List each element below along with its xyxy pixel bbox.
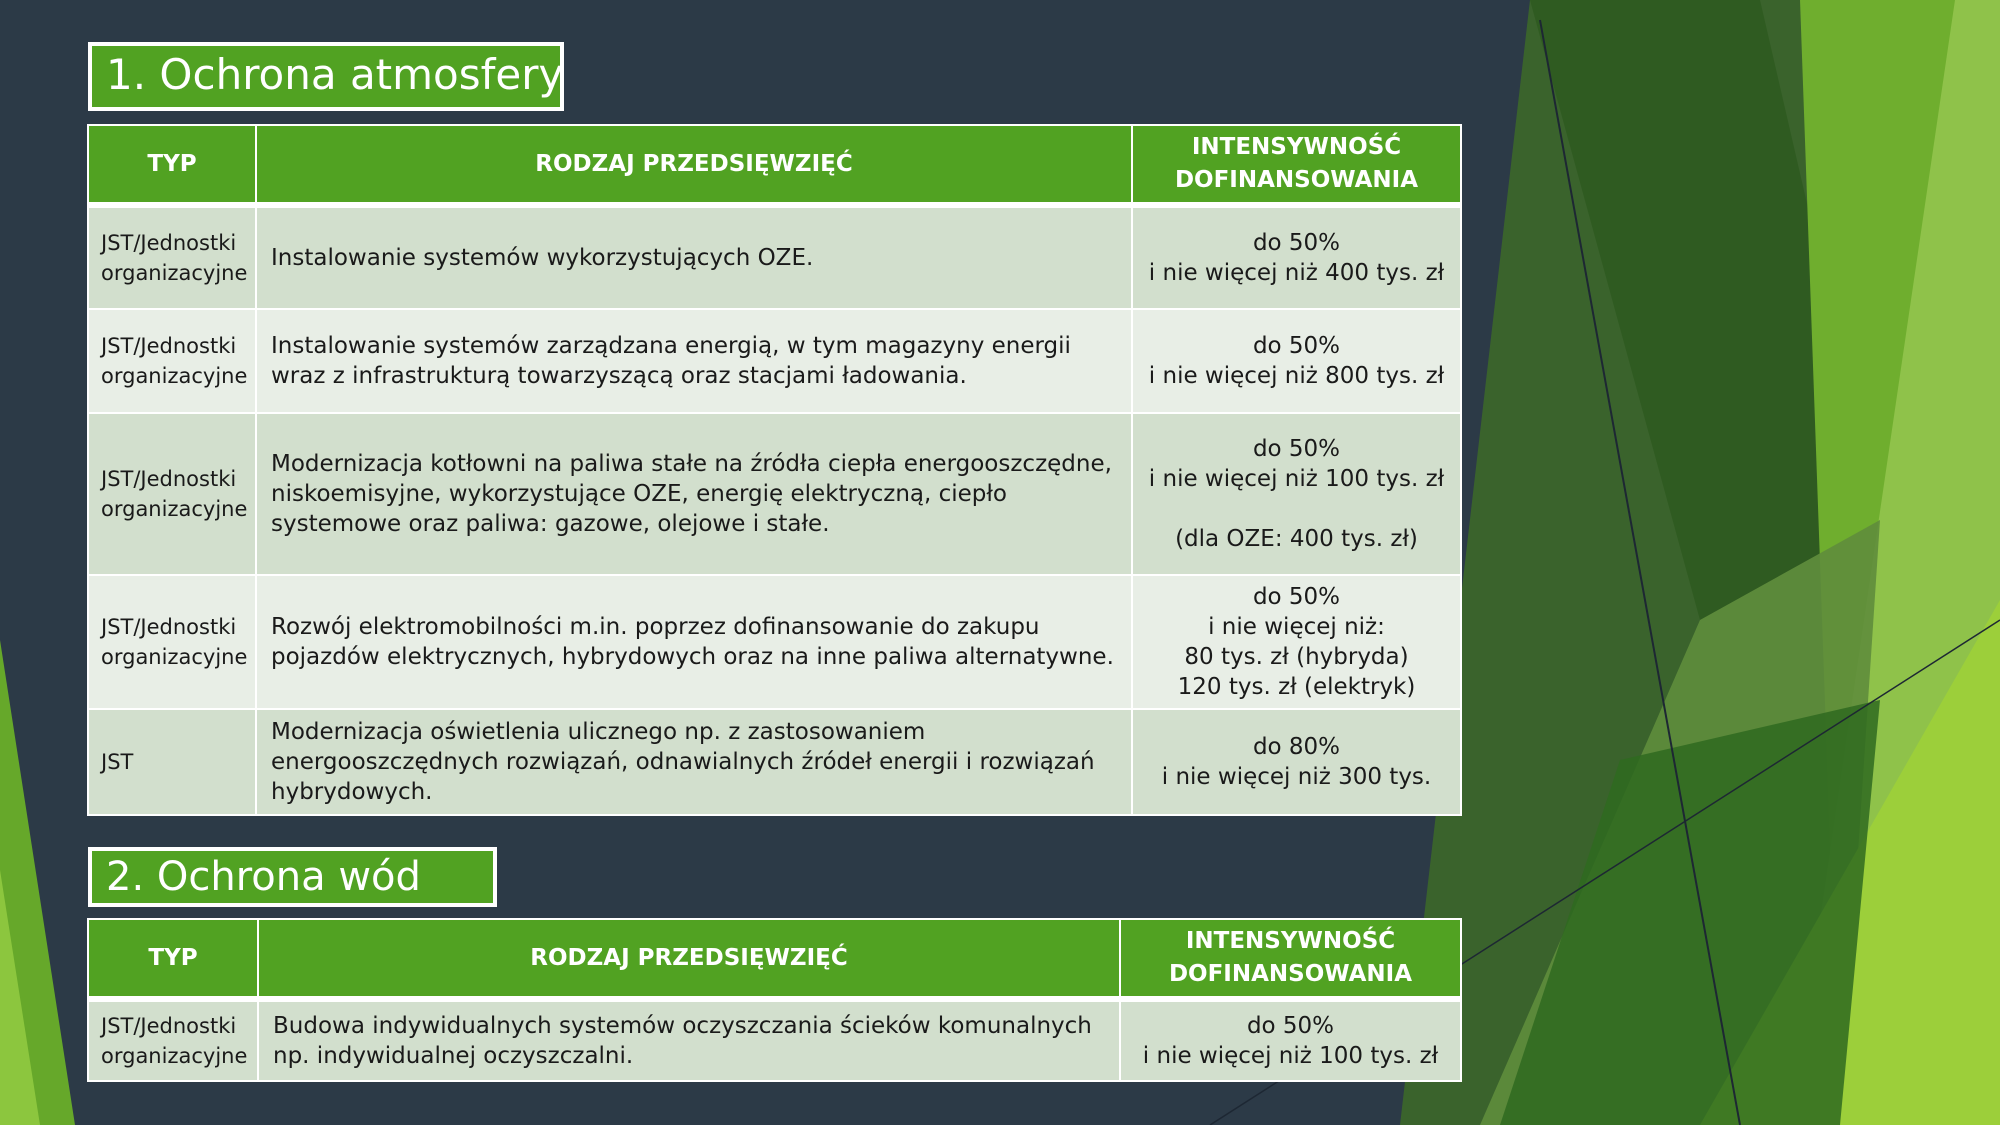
- row-intensity: do 50% i nie więcej niż 100 tys. zł: [1120, 999, 1461, 1081]
- header-type: TYP: [88, 919, 258, 999]
- table-row: [88, 309, 1461, 413]
- row-kind: Instalowanie systemów wykorzystujących OZE.: [256, 205, 1132, 309]
- row-intensity: do 50% i nie więcej niż 400 tys. zł: [1132, 205, 1461, 309]
- row-type: JST/Jednostki organizacyjne: [88, 413, 256, 575]
- section-title-water: 2. Ochrona wód: [88, 847, 497, 907]
- row-intensity: do 50% i nie więcej niż 800 tys. zł: [1132, 309, 1461, 413]
- row-kind: Budowa indywidualnych systemów oczyszczania ścieków komunalnych np. indywidualnej oczyszczalni.: [258, 999, 1120, 1081]
- row-intensity: do 50% i nie więcej niż: 80 tys. zł (hybryda) 120 tys. zł (elektryk): [1132, 575, 1461, 709]
- row-type: JST/Jednostki organizacyjne: [88, 999, 258, 1081]
- table-header-row: [88, 125, 1461, 205]
- row-intensity: do 50% i nie więcej niż 100 tys. zł (dla OZE: 400 tys. zł): [1132, 413, 1461, 575]
- atmosphere-table: [87, 124, 1462, 816]
- table-row: [88, 205, 1461, 309]
- row-type: JST: [88, 709, 256, 815]
- table-row: [88, 709, 1461, 815]
- row-kind: Instalowanie systemów zarządzana energią, w tym magazyny energii wraz z infrastrukturą towarzyszącą oraz stacjami ładowania.: [256, 309, 1132, 413]
- header-kind: RODZAJ PRZEDSIĘWZIĘĆ: [258, 919, 1120, 999]
- row-kind: Modernizacja oświetlenia ulicznego np. z zastosowaniem energooszczędnych rozwiązań, odnawialnych źródeł energii i rozwiązań hybrydowych.: [256, 709, 1132, 815]
- header-type: TYP: [88, 125, 256, 205]
- header-intensity: INTENSYWNOŚĆ DOFINANSOWANIA: [1120, 919, 1461, 999]
- header-intensity: INTENSYWNOŚĆ DOFINANSOWANIA: [1132, 125, 1461, 205]
- row-type: JST/Jednostki organizacyjne: [88, 205, 256, 309]
- row-intensity: do 80% i nie więcej niż 300 tys.: [1132, 709, 1461, 815]
- row-kind: Rozwój elektromobilności m.in. poprzez dofinansowanie do zakupu pojazdów elektrycznych, hybrydowych oraz na inne paliwa alternatywne.: [256, 575, 1132, 709]
- section-title-atmosphere: 1. Ochrona atmosfery: [88, 42, 564, 111]
- table-row: [88, 413, 1461, 575]
- header-kind: RODZAJ PRZEDSIĘWZIĘĆ: [256, 125, 1132, 205]
- row-type: JST/Jednostki organizacyjne: [88, 309, 256, 413]
- table-row: [88, 999, 1461, 1081]
- table-header-row: [88, 919, 1461, 999]
- row-kind: Modernizacja kotłowni na paliwa stałe na źródła ciepła energooszczędne, niskoemisyjne, wykorzystujące OZE, energię elektryczną, ciepło systemowe oraz paliwa: gazowe, olejowe i stałe.: [256, 413, 1132, 575]
- row-type: JST/Jednostki organizacyjne: [88, 575, 256, 709]
- table-row: [88, 575, 1461, 709]
- water-table: [87, 918, 1462, 1082]
